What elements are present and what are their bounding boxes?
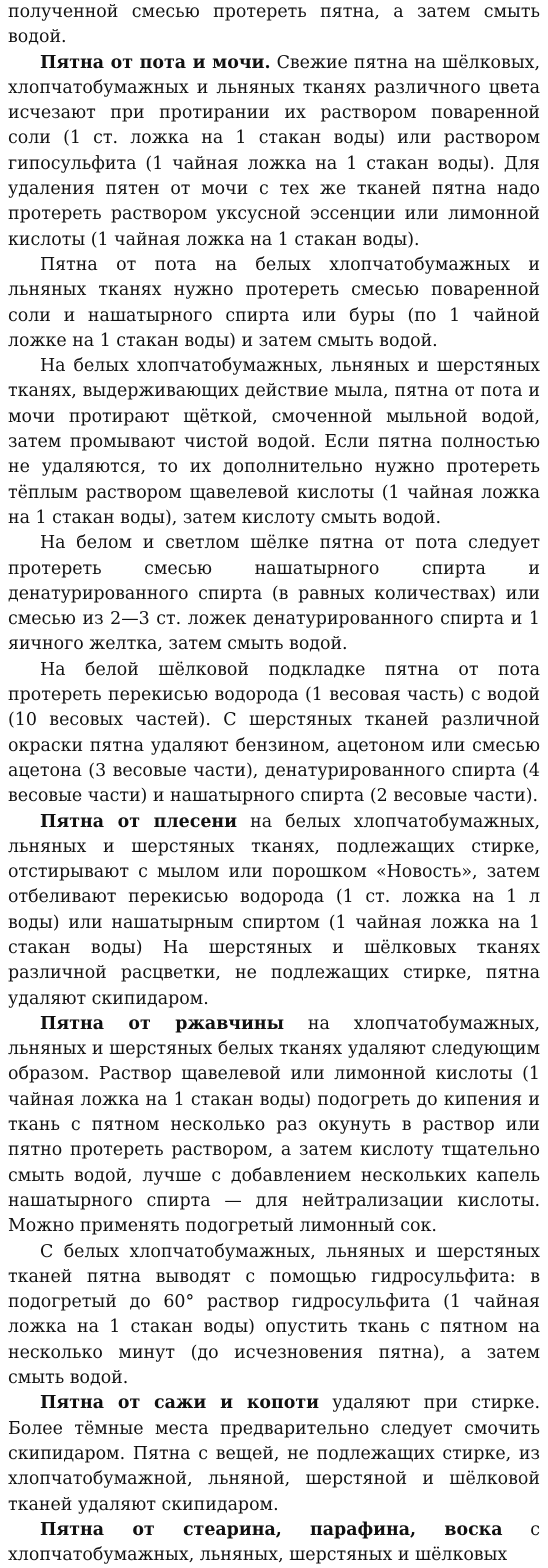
paragraph-sweat-soap-washable xyxy=(8,354,540,531)
paragraph-text: На белых хлопчатобумажных, льняных и шерстяных тканях, выдерживающих действие мыла, пятна от пота и мочи протирают щёткой, смоченной мыльной водой, затем промывают чистой водой. Если пятна полностью не удаляются, то их дополнительно нужно протереть тёплым раствором щавелевой кислоты (1 чайная ложка на 1 стакан воды), затем кислоту смыть водой. xyxy=(8,356,540,528)
paragraph-stearin-wax xyxy=(8,1518,540,1568)
paragraph-heading: Пятна от плесени xyxy=(40,811,238,832)
paragraph-rust xyxy=(8,1012,540,1240)
paragraph-rust-hydrosulfite xyxy=(8,1240,540,1392)
paragraph-mold xyxy=(8,810,540,1012)
paragraph-text: полученной смесью протереть пятна, а затем смыть водой. xyxy=(8,2,540,48)
paragraph-text: На белой шёлковой подкладке пятна от пота протереть перекисью водорода (1 весовая часть) с водой (10 весовых частей). С шерстяных тканей различной окраски пятна удаляют бензином, ацетоном или смесью ацетона (3 весовые части), денатурированного спирта (4 весовые части) и нашатырного спирта (2 весовые части). xyxy=(8,659,540,807)
paragraph-text: Пятна от пота на белых хлопчатобумажных и льняных тканях нужно протереть смесью поваренной соли и нашатырного спирта или буры (по 1 чайной ложке на 1 стакан воды) и затем смыть водой. xyxy=(8,254,540,351)
paragraph-soot xyxy=(8,1391,540,1517)
paragraph-heading: Пятна от пота и мочи. xyxy=(40,52,271,73)
paragraph-sweat-white-cotton xyxy=(8,253,540,354)
paragraph-sweat-lining-wool xyxy=(8,658,540,810)
paragraph-text: на белых хлопчатобумажных, льняных и шерстяных тканях, подлежащих стирке, отстирывают с мылом или порошком «Новость», затем отбеливают перекисью водорода (1 ст. ложка на 1 л воды) или нашатырным спиртом (1 чайная ложка на 1 стакан воды) На шерстяных и шёлковых тканях различной расцветки, не подлежащих стирке, пятна удаляют скипидаром. xyxy=(8,811,540,1009)
paragraph-continuation xyxy=(8,0,540,51)
paragraph-text: С белых хлопчатобумажных, льняных и шерстяных тканей пятна выводят с помощью гидросульфита: в подогретый до 60° раствор гидросульфита (1 чайная ложка на 1 стакан воды) опустить ткань с пятном на несколько минут (до исчезновения пятна), а затем смыть водой. xyxy=(8,1241,540,1389)
paragraph-heading: Пятна от ржавчины xyxy=(40,1013,285,1034)
paragraph-text: Свежие пятна на шёлковых, хлопчатобумажных и льняных тканях различного цвета исчезают при протирании их раствором поваренной соли (1 ст. ложка на 1 стакан воды) или раствором гипосульфита (1 чайная ложка на 1 стакан воды). Для удаления пятен от мочи с тех же тканей пятна надо протереть раствором уксусной эссенции или лимонной кислоты (1 чайная ложка на 1 стакан воды). xyxy=(8,52,540,250)
paragraph-heading: Пятна от стеарина, парафина, воска xyxy=(40,1519,503,1540)
paragraph-text: на хлопчатобумажных, льняных и шерстяных белых тканях удаляют следующим образом. Раствор щавелевой или лимонной кислоты (1 чайная ложка на 1 стакан воды) подогреть до кипения и ткань с пятном несколько раз окунуть в раствор или пятно протереть раствором, а затем кислоту тщательно смыть водой, лучше с добавлением нескольких капель нашатырного спирта — для нейтрализации кислоты. Можно применять подогретый лимонный сок. xyxy=(8,1013,540,1237)
paragraph-text: с хлопчатобумажных, льняных, шерстяных и шёлковых xyxy=(8,1519,540,1566)
paragraph-sweat-urine xyxy=(8,51,540,253)
paragraph-text: На белом и светлом шёлке пятна от пота следует протереть смесью нашатырного спирта и денатурированного спирта (в равных количествах) или смесью из 2—3 ст. ложек денатурированного спирта и 1 яичного желтка, затем смыть водой. xyxy=(8,533,540,655)
paragraph-heading: Пятна от сажи и копоти xyxy=(40,1393,319,1414)
paragraph-sweat-silk xyxy=(8,531,540,657)
paragraph-text: удаляют при стирке. Более тёмные места предварительно следует смочить скипидаром. Пятна с вещей, не подлежащих стирке, из хлопчатобумажной, льняной, шерстяной и шёлковой тканей удаляют скипидаром. xyxy=(8,1393,540,1515)
